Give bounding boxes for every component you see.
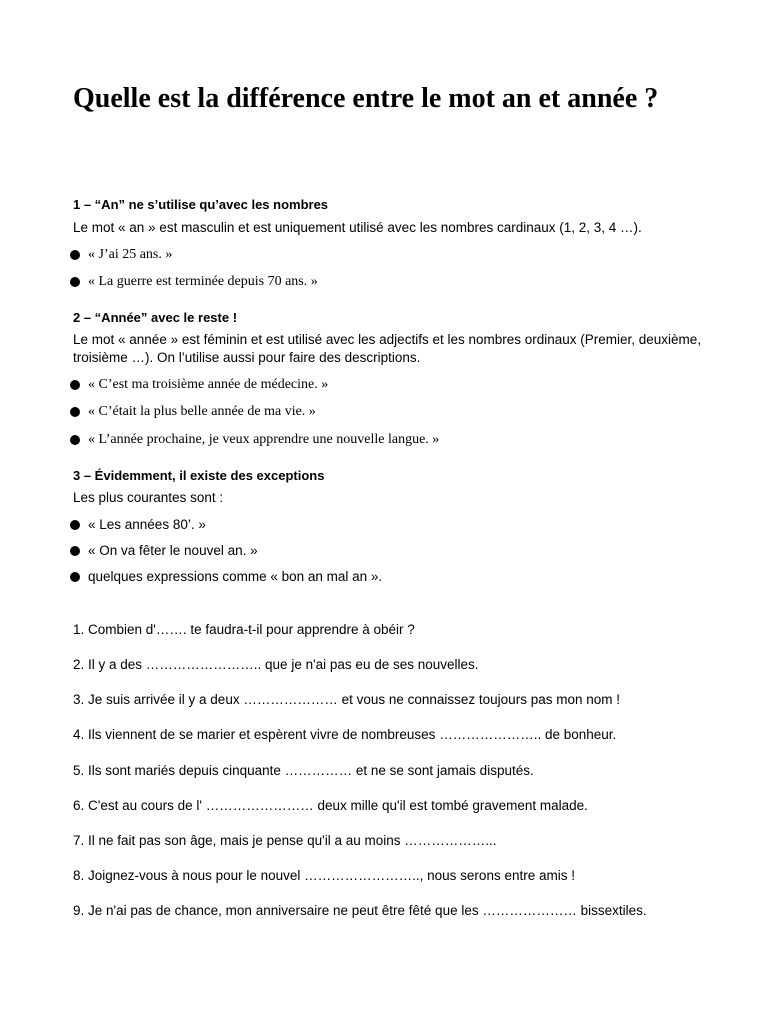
list-item: « On va fêter le nouvel an. » (73, 542, 258, 560)
section-2-heading: 2 – “Année” avec le reste ! (73, 310, 238, 325)
exercise-item: 1. Combien d'……. te faudra-t-il pour apprendre à obéir ? (73, 622, 415, 637)
list-item: « La guerre est terminée depuis 70 ans. » (73, 273, 318, 291)
exercise-item: 3. Je suis arrivée il y a deux ………………… et vous ne connaissez toujours pas mon nom ! (73, 692, 620, 707)
list-item: « C’était la plus belle année de ma vie. » (73, 403, 316, 421)
bullet-icon (70, 572, 80, 582)
bullet-icon (70, 546, 80, 556)
exercise-item: 5. Ils sont mariés depuis cinquante …………… et ne se sont jamais disputés. (73, 763, 534, 778)
page-title: Quelle est la différence entre le mot an et année ? (73, 83, 659, 114)
section-2-paragraph: Le mot « année » est féminin et est utilisé avec les adjectifs et les nombres ordinaux (Premier, deuxième, troisième …). On l’utilise aussi pour faire des descriptions. (73, 332, 702, 365)
bullet-icon (70, 520, 80, 530)
bullet-icon (70, 277, 80, 287)
exercise-item: 6. C'est au cours de l' …………………… deux mille qu'il est tombé gravement malade. (73, 798, 588, 813)
section-1-heading: 1 – “An” ne s’utilise qu’avec les nombres (73, 197, 329, 212)
section-3-paragraph: Les plus courantes sont : (73, 490, 224, 505)
section-1-paragraph: Le mot « an » est masculin et est uniquement utilisé avec les nombres cardinaux (1, 2, 3, 4 …). (73, 220, 642, 235)
bullet-icon (70, 435, 80, 445)
exercise-item: 7. Il ne fait pas son âge, mais je pense qu'il a au moins ………………... (73, 833, 497, 848)
list-item: « L’année prochaine, je veux apprendre une nouvelle langue. » (73, 431, 439, 449)
bullet-icon (70, 250, 80, 260)
exercise-item: 8. Joignez-vous à nous pour le nouvel …………………….., nous serons entre amis ! (73, 868, 575, 883)
bullet-icon (70, 407, 80, 417)
exercise-item: 4. Ils viennent de se marier et espèrent vivre de nombreuses ………………….. de bonheur. (73, 727, 617, 742)
list-item: « Les années 80’. » (73, 516, 206, 534)
list-item: « C’est ma troisième année de médecine. » (73, 376, 328, 394)
list-item: « J’ai 25 ans. » (73, 246, 172, 264)
section-3-heading: 3 – Évidemment, il existe des exceptions (73, 468, 325, 483)
list-item: quelques expressions comme « bon an mal an ». (73, 568, 382, 586)
exercise-item: 2. Il y a des …………………….. que je n'ai pas eu de ses nouvelles. (73, 657, 479, 672)
bullet-icon (70, 380, 80, 390)
exercise-item: 9. Je n'ai pas de chance, mon anniversaire ne peut être fêté que les ………………… bissextiles. (73, 903, 647, 918)
